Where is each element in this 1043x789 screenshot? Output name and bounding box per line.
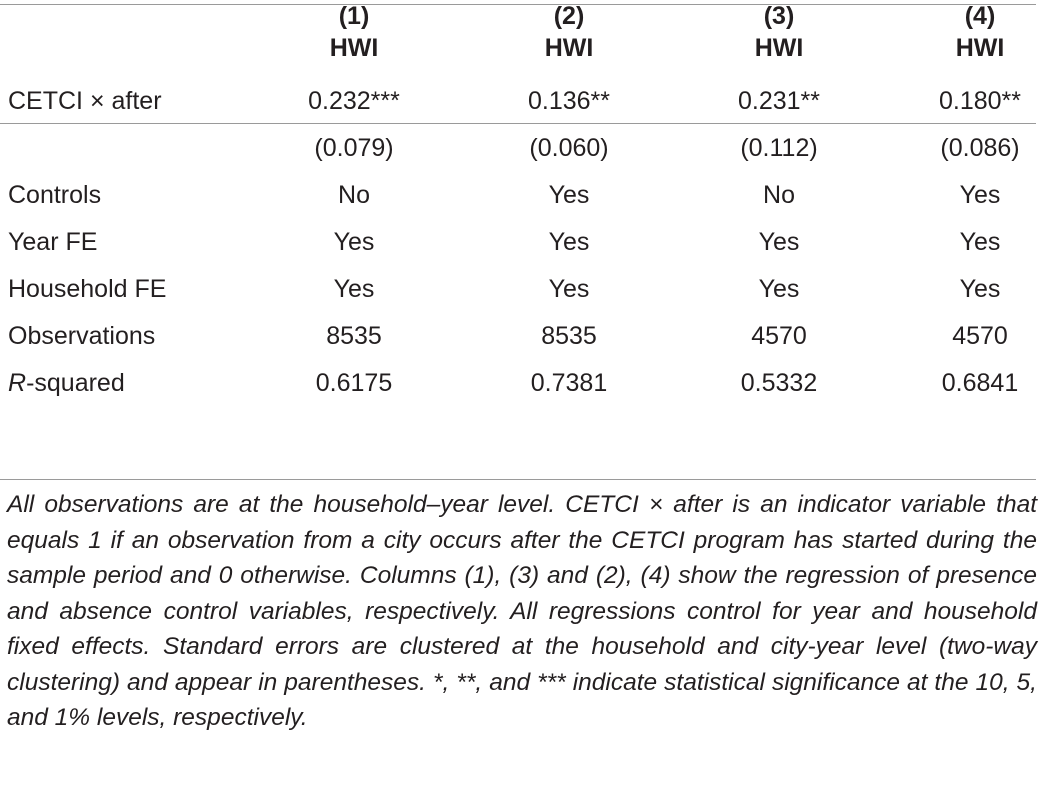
table-cell: Yes	[758, 275, 800, 303]
table-cell: 8535	[541, 322, 597, 350]
row-label: Year FE	[8, 228, 98, 256]
column-name: HWI	[329, 34, 379, 62]
table-row-household-fe	[0, 266, 1036, 313]
row-label-rest: -squared	[26, 369, 125, 397]
table-cell: 0.232***	[308, 87, 400, 115]
table-footnote: All observations are at the household–year level. CETCI × after is an indicator variable that equals 1 if an observation from a city occurs after the CETCI program has started during the sample period and 0 otherwise. Columns (1), (3) and (2), (4) show the regression of presence and absence control variables, respectively. All regressions control for year and household fixed effects. Standard errors are clustered at the household and city-year level (two-way clustering) and appear in parentheses. *, **, and *** indicate statistical significance at the 10, 5, and 1% levels, respectively.	[7, 491, 1037, 731]
table-cell: No	[338, 181, 370, 209]
row-label	[0, 125, 250, 172]
table-cell: 8535	[326, 322, 382, 350]
table-cell: Yes	[959, 181, 1001, 209]
column-number: (4)	[964, 2, 996, 30]
table-row-controls	[0, 172, 1036, 219]
column-name: HWI	[754, 34, 804, 62]
table-cell: Yes	[959, 228, 1001, 256]
row-label-italic: R	[8, 369, 27, 397]
table-cell: Yes	[333, 275, 375, 303]
table-cell: (0.079)	[314, 134, 394, 162]
table-cell: 0.6175	[315, 369, 393, 397]
table-cell: 0.5332	[740, 369, 818, 397]
column-number-row	[0, 0, 1036, 32]
header-blank	[0, 0, 250, 32]
column-name: HWI	[955, 34, 1005, 62]
row-label: Household FE	[8, 275, 167, 303]
table-cell: (0.112)	[740, 134, 818, 162]
table-cell: 0.7381	[530, 369, 608, 397]
table-row-rsquared	[0, 360, 1036, 407]
table-row-standard-errors	[0, 125, 1036, 172]
row-label: Controls	[8, 181, 102, 209]
column-name-row	[0, 32, 1036, 64]
table-cell: 0.180**	[938, 87, 1022, 115]
bottom-rule	[0, 479, 1036, 480]
column-number: (2)	[553, 2, 585, 30]
column-number: (3)	[763, 2, 795, 30]
table-row-cetci	[0, 64, 1036, 125]
table-row-year-fe	[0, 219, 1036, 266]
column-name: HWI	[544, 34, 594, 62]
row-label: CETCI × after	[8, 87, 162, 115]
row-label: Observations	[8, 322, 156, 350]
column-number: (1)	[338, 2, 370, 30]
table-cell: 0.6841	[941, 369, 1019, 397]
table-cell: 0.136**	[527, 87, 611, 115]
header-blank	[0, 32, 250, 64]
table-cell: 4570	[952, 322, 1008, 350]
table-cell: (0.086)	[940, 134, 1020, 162]
table-cell: Yes	[333, 228, 375, 256]
table-cell: Yes	[548, 181, 590, 209]
table-cell: Yes	[548, 275, 590, 303]
table-cell: Yes	[548, 228, 590, 256]
table-row-observations	[0, 313, 1036, 360]
table-cell: No	[763, 181, 795, 209]
table-cell: (0.060)	[529, 134, 609, 162]
table-cell: Yes	[959, 275, 1001, 303]
row-label	[0, 360, 250, 407]
table-cell: 4570	[751, 322, 807, 350]
table-cell: Yes	[758, 228, 800, 256]
table-cell: 0.231**	[737, 87, 821, 115]
